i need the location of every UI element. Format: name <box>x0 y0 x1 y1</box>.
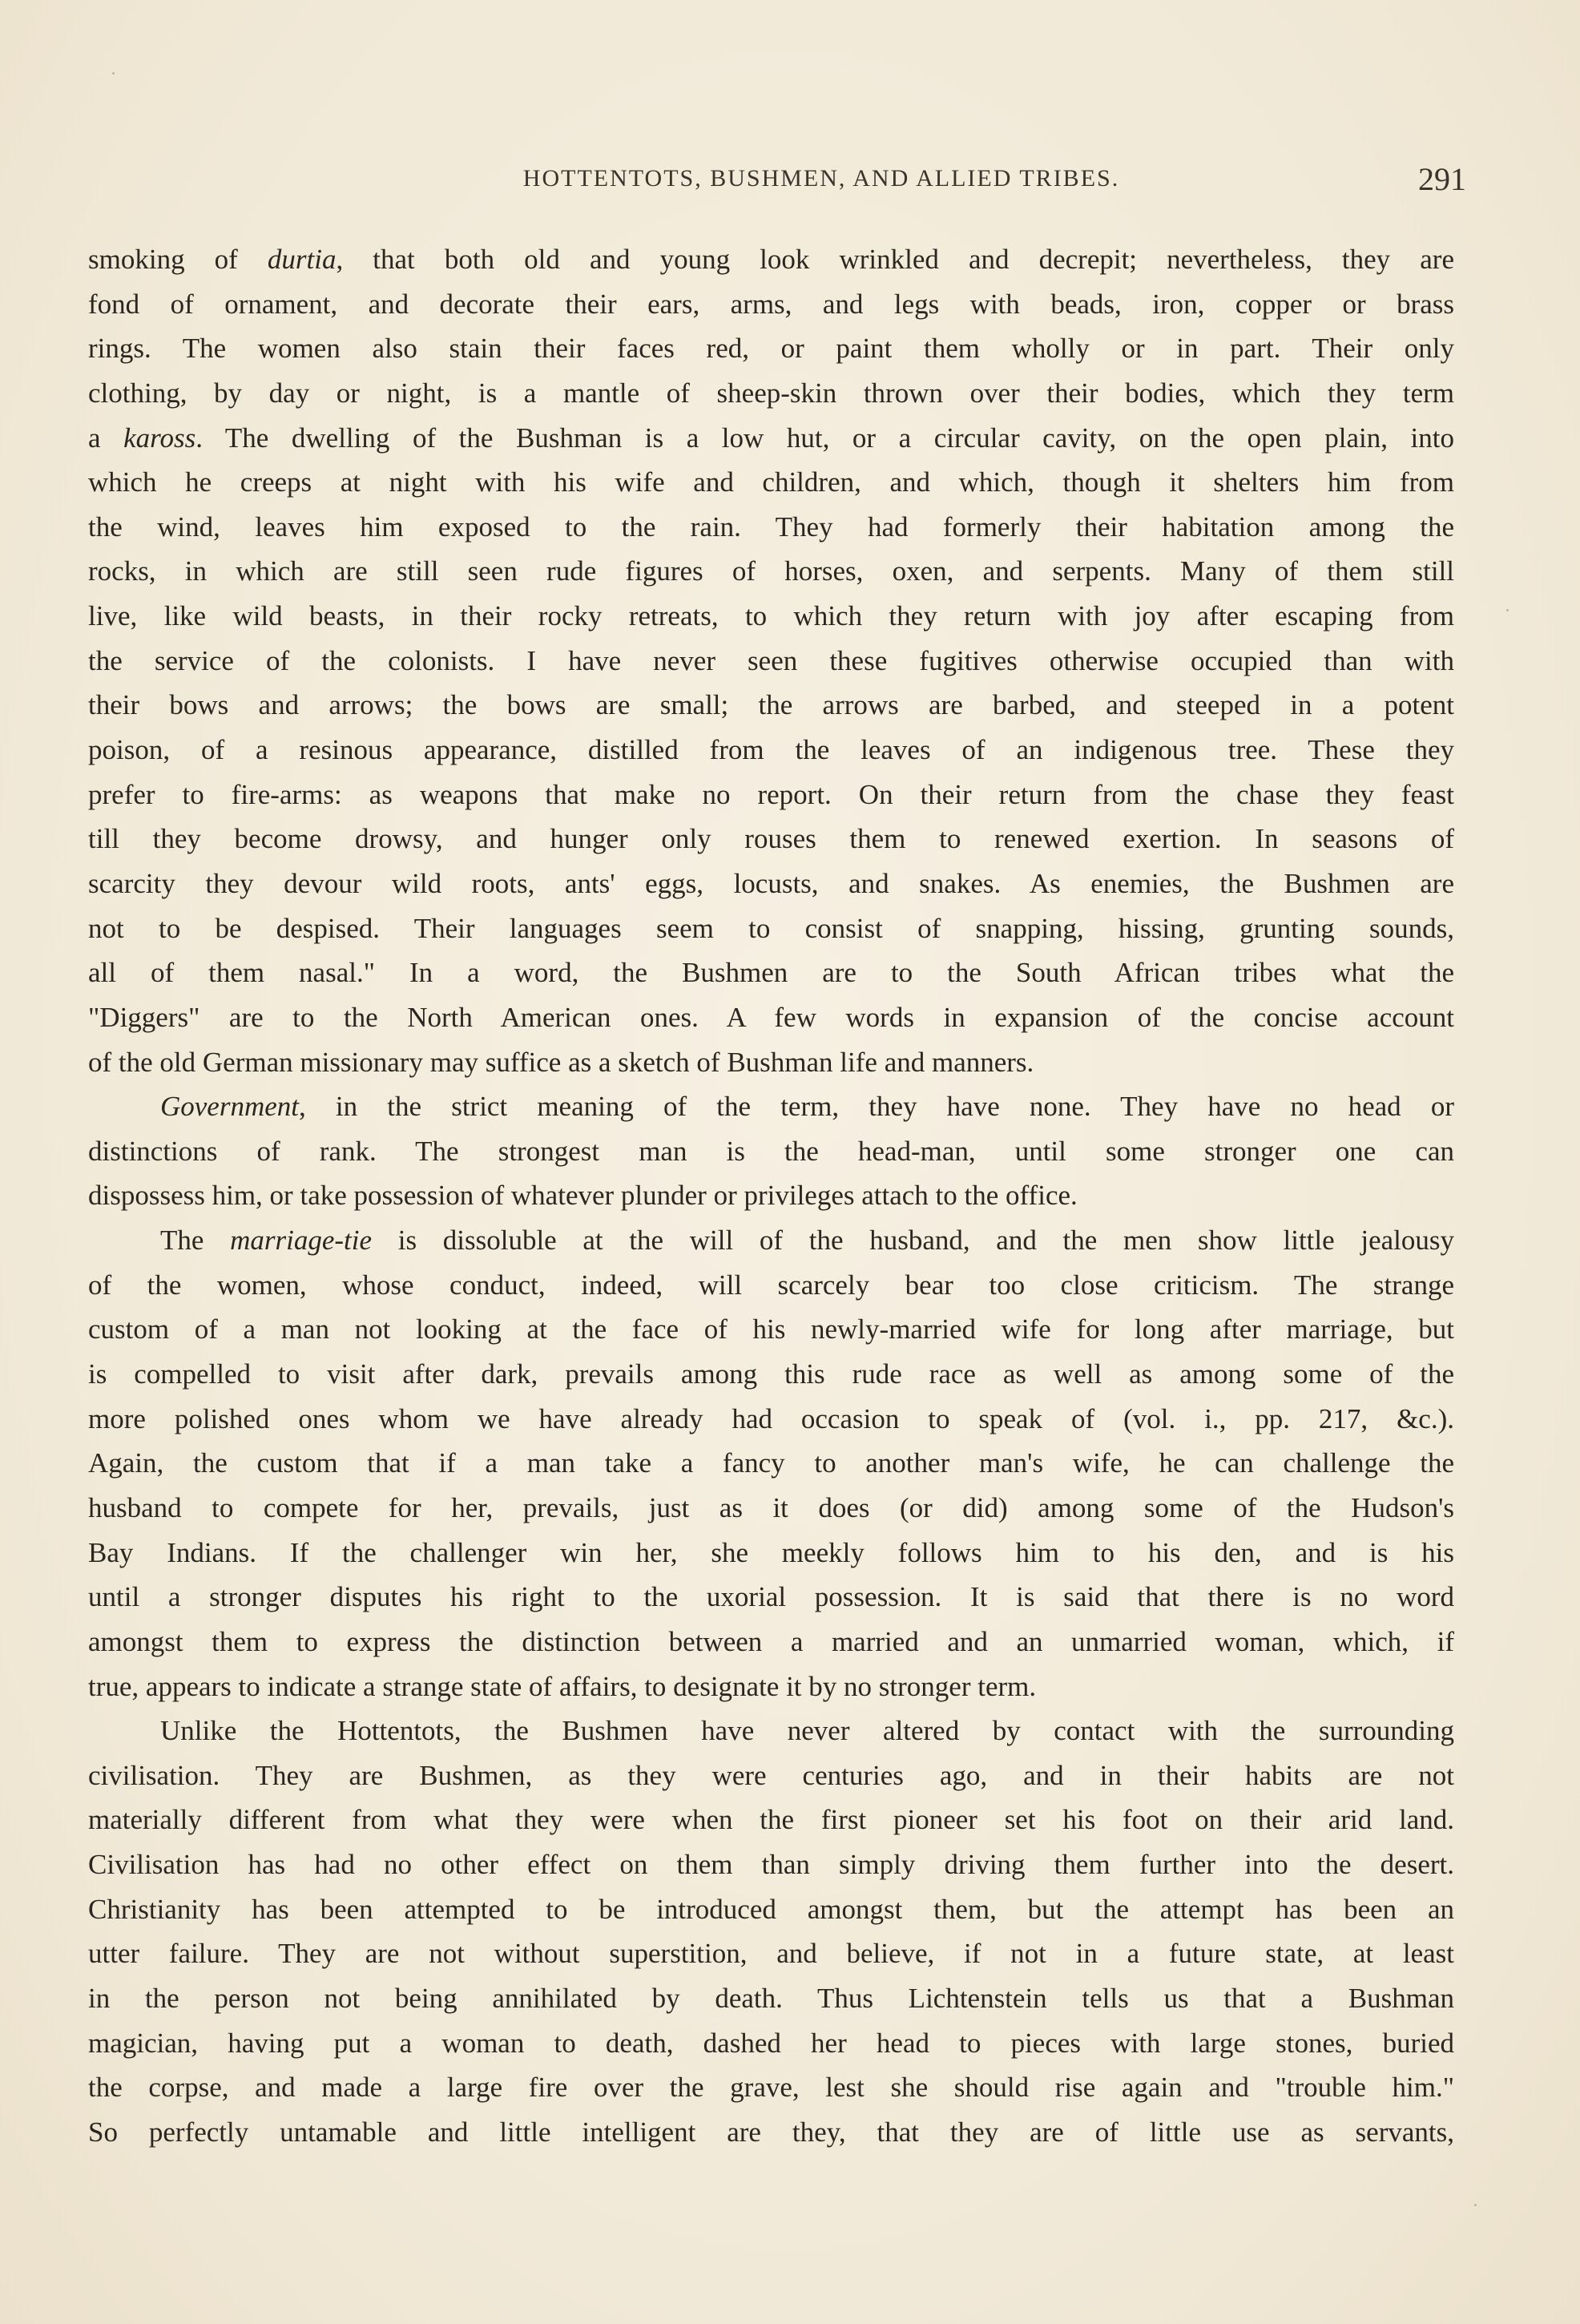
running-title: HOTTENTOTS, BUSHMEN, AND ALLIED TRIBES. <box>522 165 1120 192</box>
text-line: true, appears to indicate a strange state of affairs, to designate it by no stronger term. <box>88 1670 1037 1702</box>
text-line: in the person not being annihilated by death. Thus Lichtenstein tells us that a Bushman <box>88 1982 1454 2014</box>
text-line: Unlike the Hottentots, the Bushmen have never altered by contact with the surrounding <box>160 1715 1454 1747</box>
text-line: rocks, in which are still seen rude figures of horses, oxen, and serpents. Many of them still <box>88 555 1454 587</box>
text-line: rings. The women also stain their faces red, or paint them wholly or in part. Their only <box>88 333 1454 365</box>
text-line: not to be despised. Their languages seem to consist of snapping, hissing, grunting sounds, <box>88 912 1454 944</box>
running-head <box>176 160 1466 208</box>
text-line: magician, having put a woman to death, dashed her head to pieces with large stones, buried <box>88 2027 1454 2059</box>
text-line: scarcity they devour wild roots, ants' eggs, locusts, and snakes. As enemies, the Bushmen are <box>88 867 1454 899</box>
body-text <box>88 237 1454 2155</box>
text-line: prefer to fire-arms: as weapons that make no report. On their return from the chase they feast <box>88 778 1454 810</box>
italic-term: Government <box>160 1091 300 1123</box>
text-line: till they become drowsy, and hunger only rouses them to renewed exertion. In seasons of <box>88 823 1454 855</box>
text-line: "Diggers" are to the North American ones. A few words in expansion of the concise account <box>88 1001 1454 1033</box>
italic-term: marriage-tie <box>230 1225 373 1257</box>
text-line: their bows and arrows; the bows are small; the arrows are barbed, and steeped in a potent <box>88 689 1454 721</box>
text-line: Government, in the strict meaning of the term, they have none. They have no head or <box>160 1091 1454 1123</box>
page-number: 291 <box>1418 161 1466 197</box>
text-line: Again, the custom that if a man take a fancy to another man's wife, he can challenge the <box>88 1447 1454 1479</box>
text-line: which he creeps at night with his wife and children, and which, though it shelters him from <box>88 466 1454 498</box>
paper-speck <box>1506 609 1509 611</box>
text-line: amongst them to express the distinction between a married and an unmarried woman, which, if <box>88 1625 1454 1657</box>
text-line: fond of ornament, and decorate their ears, arms, and legs with beads, iron, copper or brass <box>88 288 1454 320</box>
text-line: clothing, by day or night, is a mantle of sheep-skin thrown over their bodies, which they term <box>88 377 1454 409</box>
text-line: the service of the colonists. I have never seen these fugitives otherwise occupied than with <box>88 644 1454 676</box>
text-line: Bay Indians. If the challenger win her, she meekly follows him to his den, and is his <box>88 1536 1454 1568</box>
text-line: Civilisation has had no other effect on them than simply driving them further into the desert. <box>88 1849 1454 1881</box>
text-line: live, like wild beasts, in their rocky retreats, to which they return with joy after escaping from <box>88 600 1454 632</box>
text-line: more polished ones whom we have already had occasion to speak of (vol. i., pp. 217, &c.). <box>88 1402 1454 1434</box>
text-line: distinctions of rank. The strongest man is the head-man, until some stronger one can <box>88 1135 1454 1167</box>
text-line: Christianity has been attempted to be introduced amongst them, but the attempt has been an <box>88 1893 1454 1925</box>
text-line: of the women, whose conduct, indeed, will scarcely bear too close criticism. The strange <box>88 1269 1454 1301</box>
text-line: all of them nasal." In a word, the Bushmen are to the South African tribes what the <box>88 957 1454 989</box>
text-line: the wind, leaves him exposed to the rain. They had formerly their habitation among the <box>88 510 1454 543</box>
text-line: poison, of a resinous appearance, distilled from the leaves of an indigenous tree. These they <box>88 734 1454 766</box>
text-line: husband to compete for her, prevails, just as it does (or did) among some of the Hudson's <box>88 1491 1454 1523</box>
text-line: until a stronger disputes his right to the uxorial possession. It is said that there is no word <box>88 1581 1454 1613</box>
text-line: is compelled to visit after dark, prevails among this rude race as well as among some of the <box>88 1358 1454 1390</box>
text-line: materially different from what they were when the first pioneer set his foot on their arid land. <box>88 1804 1454 1836</box>
paper-speck <box>1474 2204 1477 2206</box>
text-line: The marriage-tie is dissoluble at the will of the husband, and the men show little jealousy <box>160 1225 1454 1257</box>
text-line: dispossess him, or take possession of whatever plunder or privileges attach to the office. <box>88 1180 1078 1212</box>
text-line: the corpse, and made a large fire over the grave, lest she should rise again and "trouble him." <box>88 2072 1454 2104</box>
text-line: a kaross. The dwelling of the Bushman is a low hut, or a circular cavity, on the open plain, into <box>88 422 1454 454</box>
italic-term: kaross <box>123 422 196 454</box>
text-line: smoking of durtia, that both old and young look wrinkled and decrepit; nevertheless, they are <box>88 244 1454 275</box>
text-line: So perfectly untamable and little intelligent are they, that they are of little use as servants, <box>88 2116 1454 2148</box>
text-line: custom of a man not looking at the face of his newly-married wife for long after marriage, but <box>88 1313 1454 1346</box>
text-line: of the old German missionary may suffice as a sketch of Bushman life and manners. <box>88 1046 1034 1078</box>
text-line: civilisation. They are Bushmen, as they were centuries ago, and in their habits are not <box>88 1759 1454 1791</box>
italic-term: durtia <box>267 244 337 275</box>
text-line: utter failure. They are not without superstition, and believe, if not in a future state, at least <box>88 1938 1454 1970</box>
paper-speck <box>112 72 115 75</box>
